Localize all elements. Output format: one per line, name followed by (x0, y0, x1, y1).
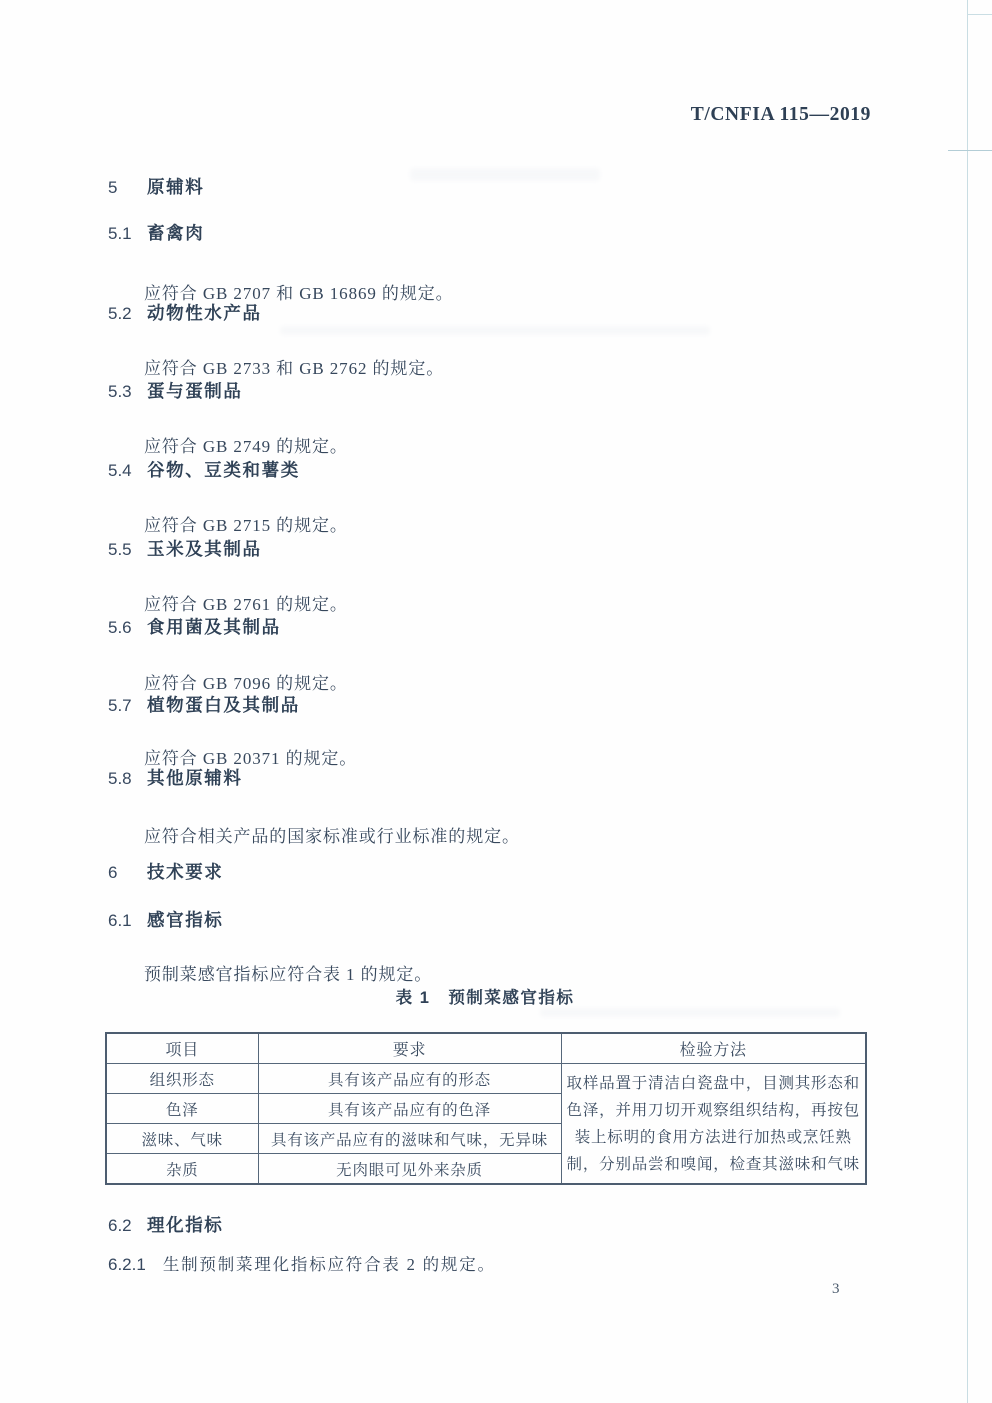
section-title: 原辅料 (147, 177, 205, 197)
clause-6-2-1 (108, 1252, 496, 1278)
section-heading-5-7 (108, 692, 300, 718)
section-title: 畜禽肉 (147, 223, 205, 243)
section-number: 5 (108, 178, 118, 197)
cell-requirement: 具有该产品应有的色泽 (258, 1094, 561, 1124)
section-body-5-6: 应符合 GB 7096 的规定。 (144, 674, 348, 693)
section-title: 理化指标 (147, 1215, 224, 1235)
section-number: 5.8 (108, 769, 132, 788)
section-heading-5-5 (108, 536, 262, 562)
section-title: 动物性水产品 (147, 303, 262, 323)
clause-number: 6.2.1 (108, 1255, 146, 1274)
cell-requirement: 无肉眼可见外来杂质 (258, 1154, 561, 1185)
bleed-through-smudge (410, 168, 600, 181)
section-heading-5 (108, 174, 204, 200)
scan-artifact-tick (948, 150, 992, 151)
section-title: 蛋与蛋制品 (147, 381, 243, 401)
table-header-method: 检验方法 (561, 1033, 866, 1064)
section-title: 玉米及其制品 (147, 539, 262, 559)
section-heading-6 (108, 859, 223, 885)
section-number: 5.3 (108, 382, 132, 401)
section-number: 5.1 (108, 224, 132, 243)
section-title: 谷物、豆类和薯类 (147, 460, 300, 480)
section-number: 5.6 (108, 618, 132, 637)
table-header-item: 项目 (106, 1033, 258, 1064)
cell-requirement: 具有该产品应有的滋味和气味，无异味 (258, 1124, 561, 1154)
table-header-row (106, 1033, 866, 1064)
section-body-5-8: 应符合相关产品的国家标准或行业标准的规定。 (144, 827, 520, 846)
sensory-indicator-table (105, 1032, 867, 1185)
section-body-5-3: 应符合 GB 2749 的规定。 (144, 437, 348, 456)
section-heading-5-3 (108, 378, 243, 404)
section-title: 技术要求 (147, 862, 224, 882)
cell-item: 色泽 (106, 1094, 258, 1124)
standard-code: T/CNFIA 115—2019 (690, 104, 871, 125)
table-row (106, 1064, 866, 1094)
section-heading-6-1 (108, 907, 223, 933)
section-title: 感官指标 (147, 910, 224, 930)
section-number: 5.4 (108, 461, 132, 480)
section-number: 6 (108, 863, 118, 882)
bleed-through-smudge (540, 1008, 840, 1017)
section-body-5-7: 应符合 GB 20371 的规定。 (144, 749, 358, 768)
page-number: 3 (832, 1281, 840, 1297)
section-number: 5.2 (108, 304, 132, 323)
section-number: 6.1 (108, 911, 132, 930)
section-heading-5-8 (108, 765, 243, 791)
section-heading-5-6 (108, 614, 281, 640)
section-number: 6.2 (108, 1216, 132, 1235)
bleed-through-smudge (280, 326, 710, 335)
section-body-6-1: 预制菜感官指标应符合表 1 的规定。 (144, 965, 433, 984)
cell-item: 杂质 (106, 1154, 258, 1185)
section-body-5-4: 应符合 GB 2715 的规定。 (144, 516, 348, 535)
section-title: 植物蛋白及其制品 (147, 695, 300, 715)
section-body-5-2: 应符合 GB 2733 和 GB 2762 的规定。 (144, 359, 445, 378)
section-title: 其他原辅料 (147, 768, 243, 788)
cell-item: 滋味、气味 (106, 1124, 258, 1154)
cell-method: 取样品置于清洁白瓷盘中，目测其形态和色泽，并用刀切开观察组织结构，再按包装上标明的食用方法进行加热或烹饪熟制，分别品尝和嗅闻，检查其滋味和气味 (561, 1064, 866, 1185)
clause-text: 生制预制菜理化指标应符合表 2 的规定。 (162, 1255, 496, 1274)
cell-requirement: 具有该产品应有的形态 (258, 1064, 561, 1094)
section-body-5-1: 应符合 GB 2707 和 GB 16869 的规定。 (144, 284, 454, 303)
scan-artifact-tick (967, 14, 992, 15)
section-body-5-5: 应符合 GB 2761 的规定。 (144, 595, 348, 614)
table-header-requirement: 要求 (258, 1033, 561, 1064)
table1-caption: 表 1 预制菜感官指标 (395, 989, 575, 1007)
cell-item: 组织形态 (106, 1064, 258, 1094)
section-number: 5.7 (108, 696, 132, 715)
section-title: 食用菌及其制品 (147, 617, 281, 637)
scan-artifact-vertical-line (967, 0, 968, 1403)
section-heading-5-4 (108, 457, 300, 483)
section-number: 5.5 (108, 540, 132, 559)
section-heading-6-2 (108, 1212, 223, 1238)
section-heading-5-2 (108, 300, 262, 326)
section-heading-5-1 (108, 220, 204, 246)
